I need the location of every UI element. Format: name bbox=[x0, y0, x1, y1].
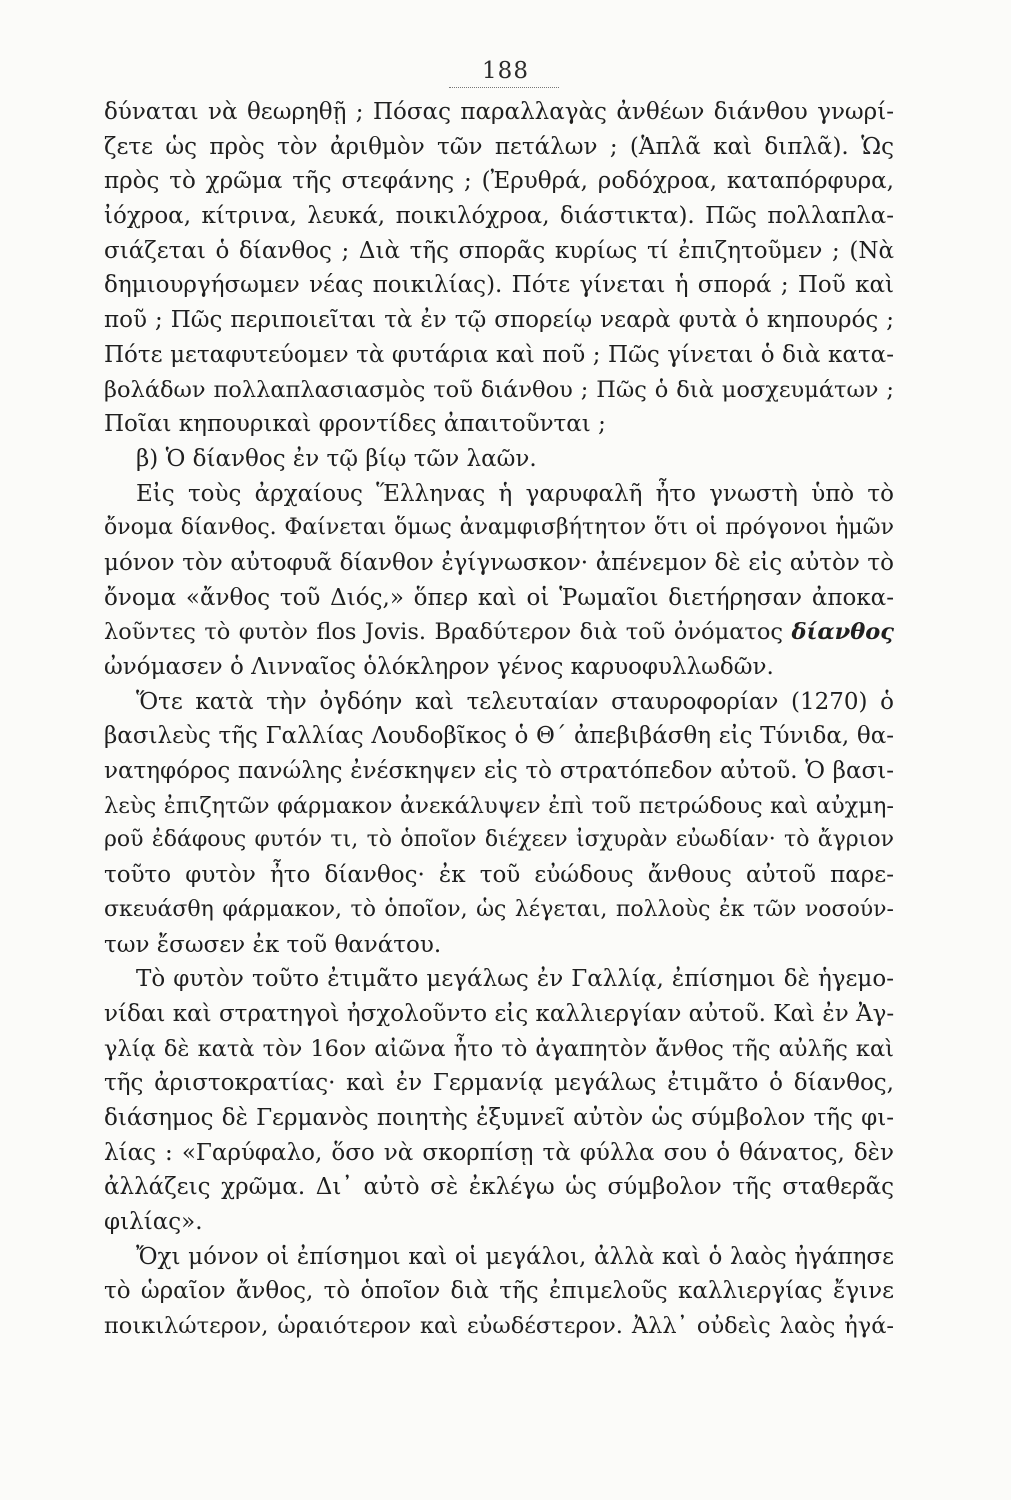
text-line: των ἔσωσεν ἐκ τοῦ θανάτου. bbox=[104, 931, 442, 958]
text-line: τῆς ἀριστοκρατίας· καὶ ἐν Γερμανίᾳ μεγάλως ἐτιμᾶτο ὁ δίανθος, bbox=[104, 1070, 894, 1097]
text-line: Τὸ φυτὸν τοῦτο ἐτιμᾶτο μεγάλως ἐν Γαλλίᾳ, ἐπίσημοι δὲ ἡγεμο- bbox=[136, 966, 894, 993]
text-line: ὄνομα δίανθος. Φαίνεται ὅμως ἀναμφισβήτητον ὅτι οἱ πρόγονοι ἡμῶν bbox=[104, 515, 894, 541]
text-line: ἰόχροα, κίτρινα, λευκά, ποικιλόχροα, διάστικτα). Πῶς πολλαπλα- bbox=[104, 203, 894, 230]
text-line: ποῦ ; Πῶς περιποιεῖται τὰ ἐν τῷ σπορείῳ νεαρὰ φυτὰ ὁ κηπουρός ; bbox=[104, 307, 894, 334]
text-line: ποικιλώτερον, ὡραιότερον καὶ εὐωδέστερον. Ἀλλ᾽ οὐδεὶς λαὸς ἠγά- bbox=[104, 1313, 894, 1340]
text-line: Πότε μεταφυτεύομεν τὰ φυτάρια καὶ ποῦ ; Πῶς γίνεται ὁ διὰ κατα- bbox=[104, 341, 894, 368]
text-line: Ὄχι μόνον οἱ ἐπίσημοι καὶ οἱ μεγάλοι, ἀλλὰ καὶ ὁ λαὸς ἠγάπησε bbox=[136, 1243, 894, 1270]
text-line: νατηφόρος πανώλης ἐνέσκηψεν εἰς τὸ στρατόπεδον αὐτοῦ. Ὁ βασι- bbox=[104, 758, 894, 785]
text-line: διάσημος δὲ Γερμανὸς ποιητὴς ἐξυμνεῖ αὐτὸν ὡς σύμβολον τῆς φι- bbox=[104, 1104, 894, 1131]
text-line bbox=[104, 615, 894, 650]
page-number-rule bbox=[449, 87, 559, 88]
section-heading: β) Ὁ δίανθος ἐν τῷ βίῳ τῶν λαῶν. bbox=[136, 445, 537, 472]
text-line: βολάδων πολλαπλασιασμὸς τοῦ διάνθου ; Πῶς ὁ διὰ μοσχευμάτων ; bbox=[104, 376, 894, 403]
text-line: δημιουργήσωμεν νέας ποικιλίας). Πότε γίνεται ἡ σπορά ; Ποῦ καὶ bbox=[104, 272, 894, 299]
text-line: ἀλλάζεις χρῶμα. Δι᾽ αὐτὸ σὲ ἐκλέγω ὡς σύμβολον τῆς σταθερᾶς bbox=[104, 1174, 894, 1201]
page-number: 188 bbox=[482, 58, 529, 84]
text-line: Εἰς τοὺς ἀρχαίους Ἕλληνας ἡ γαρυφαλῆ ἦτο γνωστὴ ὑπὸ τὸ bbox=[136, 480, 894, 507]
text-line: νίδαι καὶ στρατηγοὶ ἠσχολοῦντο εἰς καλλιεργίαν αὐτοῦ. Καὶ ἐν Ἀγ- bbox=[104, 1000, 894, 1027]
text-line: ροῦ ἐδάφους φυτόν τι, τὸ ὁποῖον διέχεεν ἰσχυρὰν εὐωδίαν· τὸ ἄγριον bbox=[104, 827, 894, 853]
text-segment: λοῦντες τὸ φυτὸν flos Jovis. Βραδύτερον διὰ τοῦ ὀνόματος bbox=[104, 619, 792, 646]
text-line: ζετε ὡς πρὸς τὸν ἀριθμὸν τῶν πετάλων ; (Ἁπλᾶ καὶ διπλᾶ). Ὡς bbox=[104, 133, 894, 160]
text-line: τοῦτο φυτὸν ἦτο δίανθος· ἐκ τοῦ εὐώδους ἄνθους αὐτοῦ παρε- bbox=[104, 862, 894, 889]
text-line: λεὺς ἐπιζητῶν φάρμακον ἀνεκάλυψεν ἐπὶ τοῦ πετρώδους καὶ αὐχμη- bbox=[104, 792, 894, 819]
text-line: φιλίας». bbox=[104, 1209, 203, 1235]
text-line: ὄνομα «ἄνθος τοῦ Διός,» ὅπερ καὶ οἱ Ῥωμαῖοι διετήρησαν ἀποκα- bbox=[104, 584, 894, 611]
text-line: μόνον τὸν αὐτοφυᾶ δίανθον ἐγίγνωσκον· ἀπένεμον δὲ εἰς αὐτὸν τὸ bbox=[104, 549, 894, 576]
body-text bbox=[104, 95, 894, 1344]
text-line: ὠνόμασεν ὁ Λινναῖος ὁλόκληρον γένος καρυοφυλλωδῶν. bbox=[104, 654, 774, 680]
text-line: βασιλεὺς τῆς Γαλλίας Λουδοβῖκος ὁ Θ΄ ἀπεβιβάσθη εἰς Τύνιδα, θα- bbox=[104, 723, 894, 750]
text-line: Ὅτε κατὰ τὴν ὀγδόην καὶ τελευταίαν σταυροφορίαν (1270) ὁ bbox=[136, 688, 894, 715]
text-line: σκευάσθη φάρμακον, τὸ ὁποῖον, ὡς λέγεται, πολλοὺς ἐκ τῶν νοσούν- bbox=[104, 896, 894, 922]
text-line: τὸ ὡραῖον ἄνθος, τὸ ὁποῖον διὰ τῆς ἐπιμελοῦς καλλιεργίας ἔγινε bbox=[104, 1278, 894, 1305]
text-line: πρὸς τὸ χρῶμα τῆς στεφάνης ; (Ἐρυθρά, ροδόχροα, καταπόρφυρα, bbox=[104, 168, 894, 195]
text-line: σιάζεται ὁ δίανθος ; Διὰ τῆς σπορᾶς κυρίως τί ἐπιζητοῦμεν ; (Νὰ bbox=[104, 237, 894, 264]
text-line: Ποῖαι κηπουρικαὶ φροντίδες ἀπαιτοῦνται ; bbox=[104, 411, 606, 438]
text-line: γλίᾳ δὲ κατὰ τὸν 16ον αἰῶνα ἦτο τὸ ἀγαπητὸν ἄνθος τῆς αὐλῆς καὶ bbox=[104, 1035, 894, 1062]
emphasized-term: δίανθος bbox=[791, 619, 894, 646]
text-line: λίας : «Γαρύφαλο, ὅσο νὰ σκορπίσῃ τὰ φύλλα σου ὁ θάνατος, δὲν bbox=[104, 1139, 894, 1166]
text-line: δύναται νὰ θεωρηθῇ ; Πόσας παραλλαγὰς ἀνθέων διάνθου γνωρί- bbox=[104, 99, 894, 125]
